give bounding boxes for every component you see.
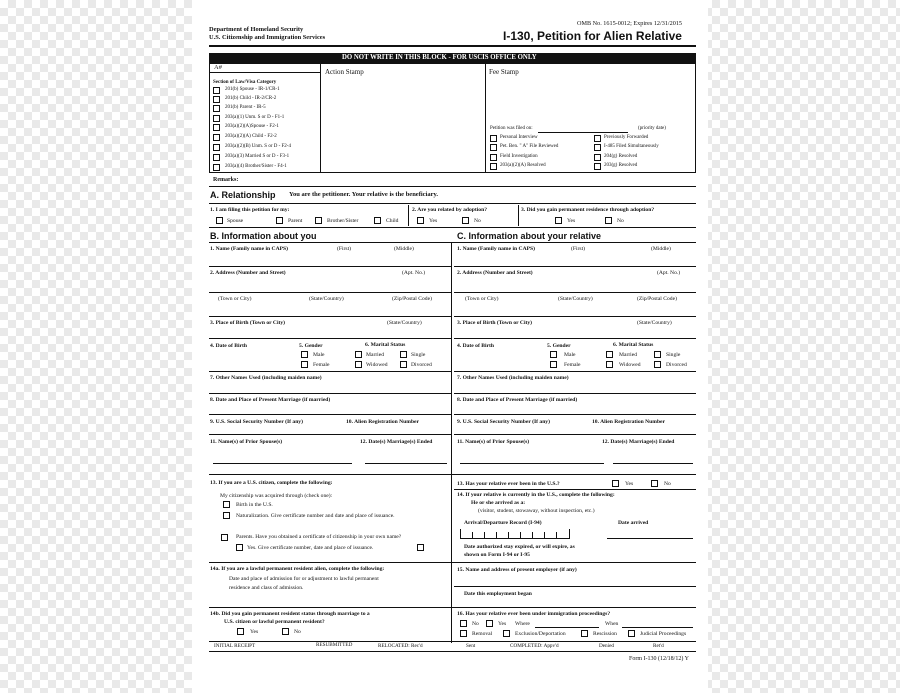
section-of-law: Section of Law/Visa Category [213, 80, 277, 85]
cat-label-4: 203(a)(1) Unm. S or D - F1-1 [225, 115, 285, 120]
q-divider-1 [408, 205, 409, 226]
spouse-checkbox[interactable] [216, 217, 223, 224]
bc-q14-rule [209, 562, 696, 563]
c-address-line [454, 292, 696, 293]
fee-check-right-3[interactable] [594, 154, 601, 161]
b-middle-label: (Middle) [394, 246, 414, 252]
b-town-label: (Town or City) [218, 296, 252, 302]
fee-left-label-3: Field Investigation [500, 154, 538, 159]
c-q14-line1: He or she arrived as a: [471, 500, 526, 506]
b-gender-label: 5. Gender [299, 343, 323, 349]
i94-tick-4 [496, 532, 497, 538]
c-stay-expired-label: Date authorized stay expired, or will expire, as [464, 544, 575, 550]
fee-right-label-2: I-485 Filed Simultaneously [604, 144, 659, 149]
cat-checkbox-1[interactable] [213, 87, 220, 94]
c-name-label: 1. Name (Family name in CAPS) [457, 246, 535, 252]
c-pob-line [454, 338, 696, 339]
birth-us-checkbox[interactable] [223, 501, 230, 508]
b-town-line [209, 316, 451, 317]
omb-number: OMB No. 1615-0012; Expires 12/31/2015 [577, 20, 683, 27]
footer-retd: Ret'd [653, 643, 664, 649]
section-a-subtitle: You are the petitioner. Your relative is the beneficiary. [289, 191, 439, 198]
fee-check-left-1[interactable] [490, 135, 497, 142]
cat-label-2: 201(b) Child - IR-2/CR-2 [225, 96, 277, 101]
c-prior-spouses-label: 11. Name(s) of Prior Spouse(s) [457, 439, 530, 445]
birth-us-label: Birth in the U.S. [236, 502, 273, 508]
c-first-label: (First) [571, 246, 585, 252]
b-q14b-label: 14b. Did you gain permanent resident status through marriage to a [210, 611, 370, 617]
fee-right-label-1: Previously Forwarded [604, 135, 649, 140]
c-rescission-checkbox[interactable] [581, 630, 588, 637]
b-q13-label: 13. If you are a U.S. citizen, complete the following: [210, 480, 333, 486]
q3-no-label: No [617, 218, 624, 224]
footer-denied: Denied [599, 643, 614, 649]
c-town-label: (Town or City) [465, 296, 499, 302]
b-ssn-line [209, 434, 451, 435]
c-employment-label: Date this employment began [464, 591, 532, 597]
c-male-checkbox[interactable] [550, 351, 557, 358]
b-marriage-line [209, 414, 451, 415]
c-q16-no-checkbox[interactable] [460, 620, 467, 627]
q3-yes-checkbox[interactable] [555, 217, 562, 224]
b-single-label: Single [411, 352, 426, 358]
i94-number-box[interactable] [460, 538, 570, 539]
bc-q14b-rule [209, 607, 696, 608]
c-dob-label: 4. Date of Birth [457, 343, 494, 349]
c-dob-line [454, 371, 696, 372]
parents-checkbox[interactable] [221, 534, 228, 541]
c-judicial-label: Judicial Proceedings [640, 631, 687, 637]
c-q15-line [454, 586, 696, 587]
i94-tick-10 [569, 529, 570, 538]
c-q13-rule [454, 489, 696, 490]
c-q13-label: 13. Has your relative ever been in the U.S.? [457, 481, 560, 487]
i94-tick-5 [508, 532, 509, 538]
fee-check-left-3[interactable] [490, 154, 497, 161]
cat-checkbox-5[interactable] [213, 124, 220, 131]
parents-label: Parents. Have you obtained a certificate of citizenship in your own name? [236, 534, 402, 540]
c-male-label: Male [564, 352, 576, 358]
cat-label-9: 203(a)(4) Brother/Sister - F4-1 [225, 164, 287, 169]
c-rescission-label: Rescission [593, 631, 617, 637]
section-a-bottom-rule [209, 227, 696, 228]
c-q14-label: 14. If your relative is currently in the U.S., complete the following: [457, 492, 615, 498]
b-single-checkbox[interactable] [400, 351, 407, 358]
c-prior-spouse-line [460, 463, 604, 464]
c-divorced-label: Divorced [666, 362, 687, 368]
b-address-line [209, 292, 451, 293]
parents-yes-label: Yes. Give certificate number, date and place of issuance. [247, 545, 374, 551]
b-state-label: (State/Country) [309, 296, 344, 302]
fee-left-label-2: Pet. Ben. " A" File Reviewed [500, 144, 559, 149]
b-pob-label: 3. Place of Birth (Town or City) [210, 320, 286, 326]
parents-yes-checkbox[interactable] [236, 544, 243, 551]
c-stay-expired-label2: shown on Form I-94 or I-95 [464, 552, 530, 558]
b-address-label: 2. Address (Number and Street) [210, 270, 286, 276]
cat-label-5: 203(a)(2)(A)Spouse - F2-1 [225, 124, 279, 129]
i94-tick-7 [532, 532, 533, 538]
b-female-checkbox[interactable] [301, 361, 308, 368]
b-alien-label: 10. Alien Registration Number [346, 419, 420, 425]
c-female-checkbox[interactable] [550, 361, 557, 368]
b-dob-label: 4. Date of Birth [210, 343, 247, 349]
cat-checkbox-4[interactable] [213, 115, 220, 122]
c-town-line [454, 316, 696, 317]
a-number-label: A# [214, 64, 222, 71]
b-married-label: Married [366, 352, 385, 358]
fee-stamp-label: Fee Stamp [489, 68, 519, 76]
child-checkbox[interactable] [374, 217, 381, 224]
c-middle-label: (Middle) [651, 246, 671, 252]
c-q13-yes-checkbox[interactable] [612, 480, 619, 487]
q3-label: 3. Did you gain permanent residence through adoption? [521, 207, 655, 213]
filed-on-label: Petition was filed on: [490, 126, 533, 131]
c-married-label: Married [619, 352, 638, 358]
c-marriage-line [454, 414, 696, 415]
q2-label: 2. Are you related by adoption? [412, 207, 488, 213]
parent-label: Parent [288, 218, 303, 224]
b-prior-spouse-line [213, 463, 352, 464]
b-other-names-label: 7. Other Names Used (including maiden name) [210, 375, 322, 381]
c-date-arrived-line [607, 538, 693, 539]
c-where-line [535, 627, 599, 628]
b-ssn-label: 9. U.S. Social Security Number (If any) [210, 419, 303, 425]
c-marital-label: 6. Marital Status [613, 342, 654, 348]
c-q13-yes-label: Yes [625, 481, 634, 487]
office-divider-2 [485, 63, 486, 173]
c-arrival-label: Arrival/Departure Record (I-94) [464, 520, 542, 526]
agency-name: U.S. Citizenship and Immigration Services [209, 34, 326, 41]
c-gender-label: 5. Gender [547, 343, 571, 349]
c-other-names-label: 7. Other Names Used (including maiden name) [457, 375, 569, 381]
parent-checkbox[interactable] [276, 217, 283, 224]
cat-label-6: 203(a)(2)(A) Child - F2-2 [225, 134, 277, 139]
remarks-rule [209, 186, 696, 187]
b-apt-label: (Apt. No.) [402, 270, 426, 276]
child-label: Child [386, 218, 399, 224]
priority-date: (priority date) [638, 126, 666, 131]
q2-yes-checkbox[interactable] [417, 217, 424, 224]
section-b-title: B. Information about you [210, 231, 317, 241]
c-q16-label: 16. Has your relative ever been under immigration proceedings? [457, 611, 611, 617]
c-q16-no-label: No [472, 621, 479, 627]
c-marriages-ended-label: 12. Date(s) Marriage(s) Ended [602, 439, 675, 445]
b-first-label: (First) [337, 246, 351, 252]
b-divorced-checkbox[interactable] [400, 361, 407, 368]
title-rule [209, 45, 696, 47]
spouse-label: Spouse [227, 218, 244, 224]
b-female-label: Female [313, 362, 330, 368]
b-zip-label: (Zip/Postal Code) [392, 296, 432, 302]
fee-left-label-1: Personal Interview [500, 135, 538, 140]
fee-check-left-4[interactable] [490, 163, 497, 170]
b-q14b-line2: U.S. citizen or lawful permanent resident? [224, 619, 325, 625]
b-marriage-label: 8. Date and Place of Present Marriage (if married) [210, 397, 331, 403]
b-prior-spouses-label: 11. Name(s) of Prior Spouse(s) [210, 439, 283, 445]
b-q14a-line1: Date and place of admission for or adjustment to lawful permanent [229, 576, 379, 582]
c-apt-label: (Apt. No.) [657, 270, 681, 276]
c-date-arrived-label: Date arrived [618, 520, 649, 526]
i94-tick-3 [484, 532, 485, 538]
c-ssn-label: 9. U.S. Social Security Number (If any) [457, 419, 550, 425]
cat-checkbox-3[interactable] [213, 105, 220, 112]
parents-no-checkbox[interactable] [417, 544, 424, 551]
cat-label-1: 201(b) Spouse - IR-1/CR-1 [225, 87, 280, 92]
b-pob-line [209, 338, 451, 339]
c-marriage-label: 8. Date and Place of Present Marriage (if married) [457, 397, 578, 403]
fee-right-label-3: 204(g) Resolved [604, 154, 638, 159]
b-divorced-label: Divorced [411, 362, 432, 368]
c-q13-no-label: No [664, 481, 671, 487]
q2-yes-label: Yes [429, 218, 438, 224]
b-widowed-checkbox[interactable] [355, 361, 362, 368]
c-removal-label: Removal [472, 631, 493, 637]
cat-label-7: 203(a)(2)(B) Unm. S or D - F2-4 [225, 144, 291, 149]
b-married-checkbox[interactable] [355, 351, 362, 358]
c-married-checkbox[interactable] [606, 351, 613, 358]
c-ended-line [613, 463, 693, 464]
cat-label-3: 201(b) Parent - IR-5 [225, 105, 266, 110]
c-exclusion-checkbox[interactable] [503, 630, 510, 637]
i94-tick-6 [520, 532, 521, 538]
b-name-label: 1. Name (Family name in CAPS) [210, 246, 288, 252]
c-q14-line2: (visitor, student, stowaway, without inspection, etc.) [478, 508, 595, 514]
cat-label-8: 203(a)(3) Married S or D - F3-1 [225, 154, 290, 159]
footer-completed: COMPLETED: Appv'd [510, 643, 559, 649]
c-q15-label: 15. Name and address of present employer (if any) [457, 567, 577, 573]
naturalization-checkbox[interactable] [223, 512, 230, 519]
c-widowed-checkbox[interactable] [606, 361, 613, 368]
remarks-label: Remarks: [213, 177, 239, 183]
filed-on-line [538, 132, 628, 133]
naturalization-label: Naturalization. Give certificate number and date and place of issuance. [236, 513, 395, 519]
b-q14b-yes-checkbox[interactable] [237, 628, 244, 635]
c-ssn-line [454, 434, 696, 435]
b-marriages-ended-label: 12. Date(s) Marriage(s) Ended [360, 439, 433, 445]
form-page [192, 0, 708, 693]
office-divider-1 [320, 63, 321, 173]
i94-tick-2 [472, 532, 473, 538]
b-male-checkbox[interactable] [301, 351, 308, 358]
c-single-checkbox[interactable] [654, 351, 661, 358]
b-ended-line [365, 463, 447, 464]
fee-left-label-4: 203(a)(2)(A) Resolved [500, 163, 546, 168]
fee-right-label-4: 203(g) Resolved [604, 163, 638, 168]
c-exclusion-label: Exclusion/Deportation [515, 631, 566, 637]
c-q16-when-label: When [605, 621, 619, 627]
fee-check-right-4[interactable] [594, 163, 601, 170]
q3-no-checkbox[interactable] [605, 217, 612, 224]
cat-checkbox-2[interactable] [213, 96, 220, 103]
c-pob-state: (State/Country) [637, 320, 672, 326]
c-pob-label: 3. Place of Birth (Town or City) [457, 320, 533, 326]
c-judicial-checkbox[interactable] [628, 630, 635, 637]
fee-check-right-1[interactable] [594, 135, 601, 142]
office-block-label: DO NOT WRITE IN THIS BLOCK - FOR USCIS OFFICE ONLY [342, 54, 537, 61]
c-removal-checkbox[interactable] [460, 630, 467, 637]
c-divorced-checkbox[interactable] [654, 361, 661, 368]
q1-label: 1. I am filing this petition for my: [210, 207, 290, 213]
action-stamp-label: Action Stamp [325, 68, 364, 76]
i94-tick-8 [544, 532, 545, 538]
section-a-rule [209, 203, 696, 204]
footer-bottom-rule [209, 651, 696, 652]
b-q14b-yes-label: Yes [250, 629, 259, 635]
b-q14a-label: 14a. If you are a lawful permanent resident alien, complete the following: [210, 566, 385, 572]
c-female-label: Female [564, 362, 581, 368]
q2-no-checkbox[interactable] [462, 217, 469, 224]
c-q16-yes-label: Yes [498, 621, 507, 627]
column-divider [451, 242, 452, 643]
footer-rule [209, 641, 696, 642]
b-q13-sub: My citizenship was acquired through (check one): [220, 493, 333, 499]
footer-initial-receipt: INITIAL RECEIPT [214, 643, 256, 649]
form-title: I-130, Petition for Alien Relative [503, 29, 682, 43]
sibling-checkbox[interactable] [315, 217, 322, 224]
i94-tick-9 [556, 532, 557, 538]
footer-resubmitted: RESUBMITTED [316, 642, 353, 648]
fee-check-right-2[interactable] [594, 144, 601, 151]
c-when-line [622, 627, 693, 628]
cat-checkbox-8[interactable] [213, 154, 220, 161]
q-divider-2 [518, 205, 519, 226]
c-zip-label: (Zip/Postal Code) [637, 296, 677, 302]
b-q14a-line2: residence and class of admission. [229, 585, 304, 591]
c-state-label: (State/Country) [558, 296, 593, 302]
cat-checkbox-7[interactable] [213, 144, 220, 151]
form-id: Form I-130 (12/18/12) Y [629, 656, 689, 662]
b-other-names-line [209, 393, 451, 394]
footer-relocated: RELOCATED: Rec'd [378, 643, 423, 649]
c-widowed-label: Widowed [619, 362, 641, 368]
b-name-line [209, 266, 451, 267]
q2-no-label: No [474, 218, 481, 224]
footer-sent: Sent [466, 643, 476, 649]
fee-check-left-2[interactable] [490, 144, 497, 151]
section-a-title: A. Relationship [210, 190, 276, 200]
c-single-label: Single [666, 352, 681, 358]
bc-q13-rule [209, 474, 696, 475]
c-address-label: 2. Address (Number and Street) [457, 270, 533, 276]
i94-tick-1 [460, 529, 461, 538]
anumber-rule [209, 72, 320, 73]
b-marital-label: 6. Marital Status [365, 342, 406, 348]
dept-name: Department of Homeland Security [209, 26, 304, 33]
q3-yes-label: Yes [567, 218, 576, 224]
section-bc-rule [209, 242, 696, 243]
b-dob-line [209, 371, 451, 372]
b-male-label: Male [313, 352, 325, 358]
c-alien-label: 10. Alien Registration Number [592, 419, 666, 425]
c-other-names-line [454, 393, 696, 394]
b-q14b-no-label: No [294, 629, 301, 635]
section-c-title: C. Information about your relative [457, 231, 602, 241]
c-q13-no-checkbox[interactable] [651, 480, 658, 487]
sibling-label: Brother/Sister [327, 218, 359, 224]
c-q16-yes-checkbox[interactable] [486, 620, 493, 627]
b-widowed-label: Widowed [366, 362, 388, 368]
cat-checkbox-6[interactable] [213, 134, 220, 141]
b-q14b-no-checkbox[interactable] [282, 628, 289, 635]
c-name-line [454, 266, 696, 267]
b-pob-state: (State/Country) [387, 320, 422, 326]
c-q16-where-label: Where [515, 621, 530, 627]
cat-checkbox-9[interactable] [213, 164, 220, 171]
